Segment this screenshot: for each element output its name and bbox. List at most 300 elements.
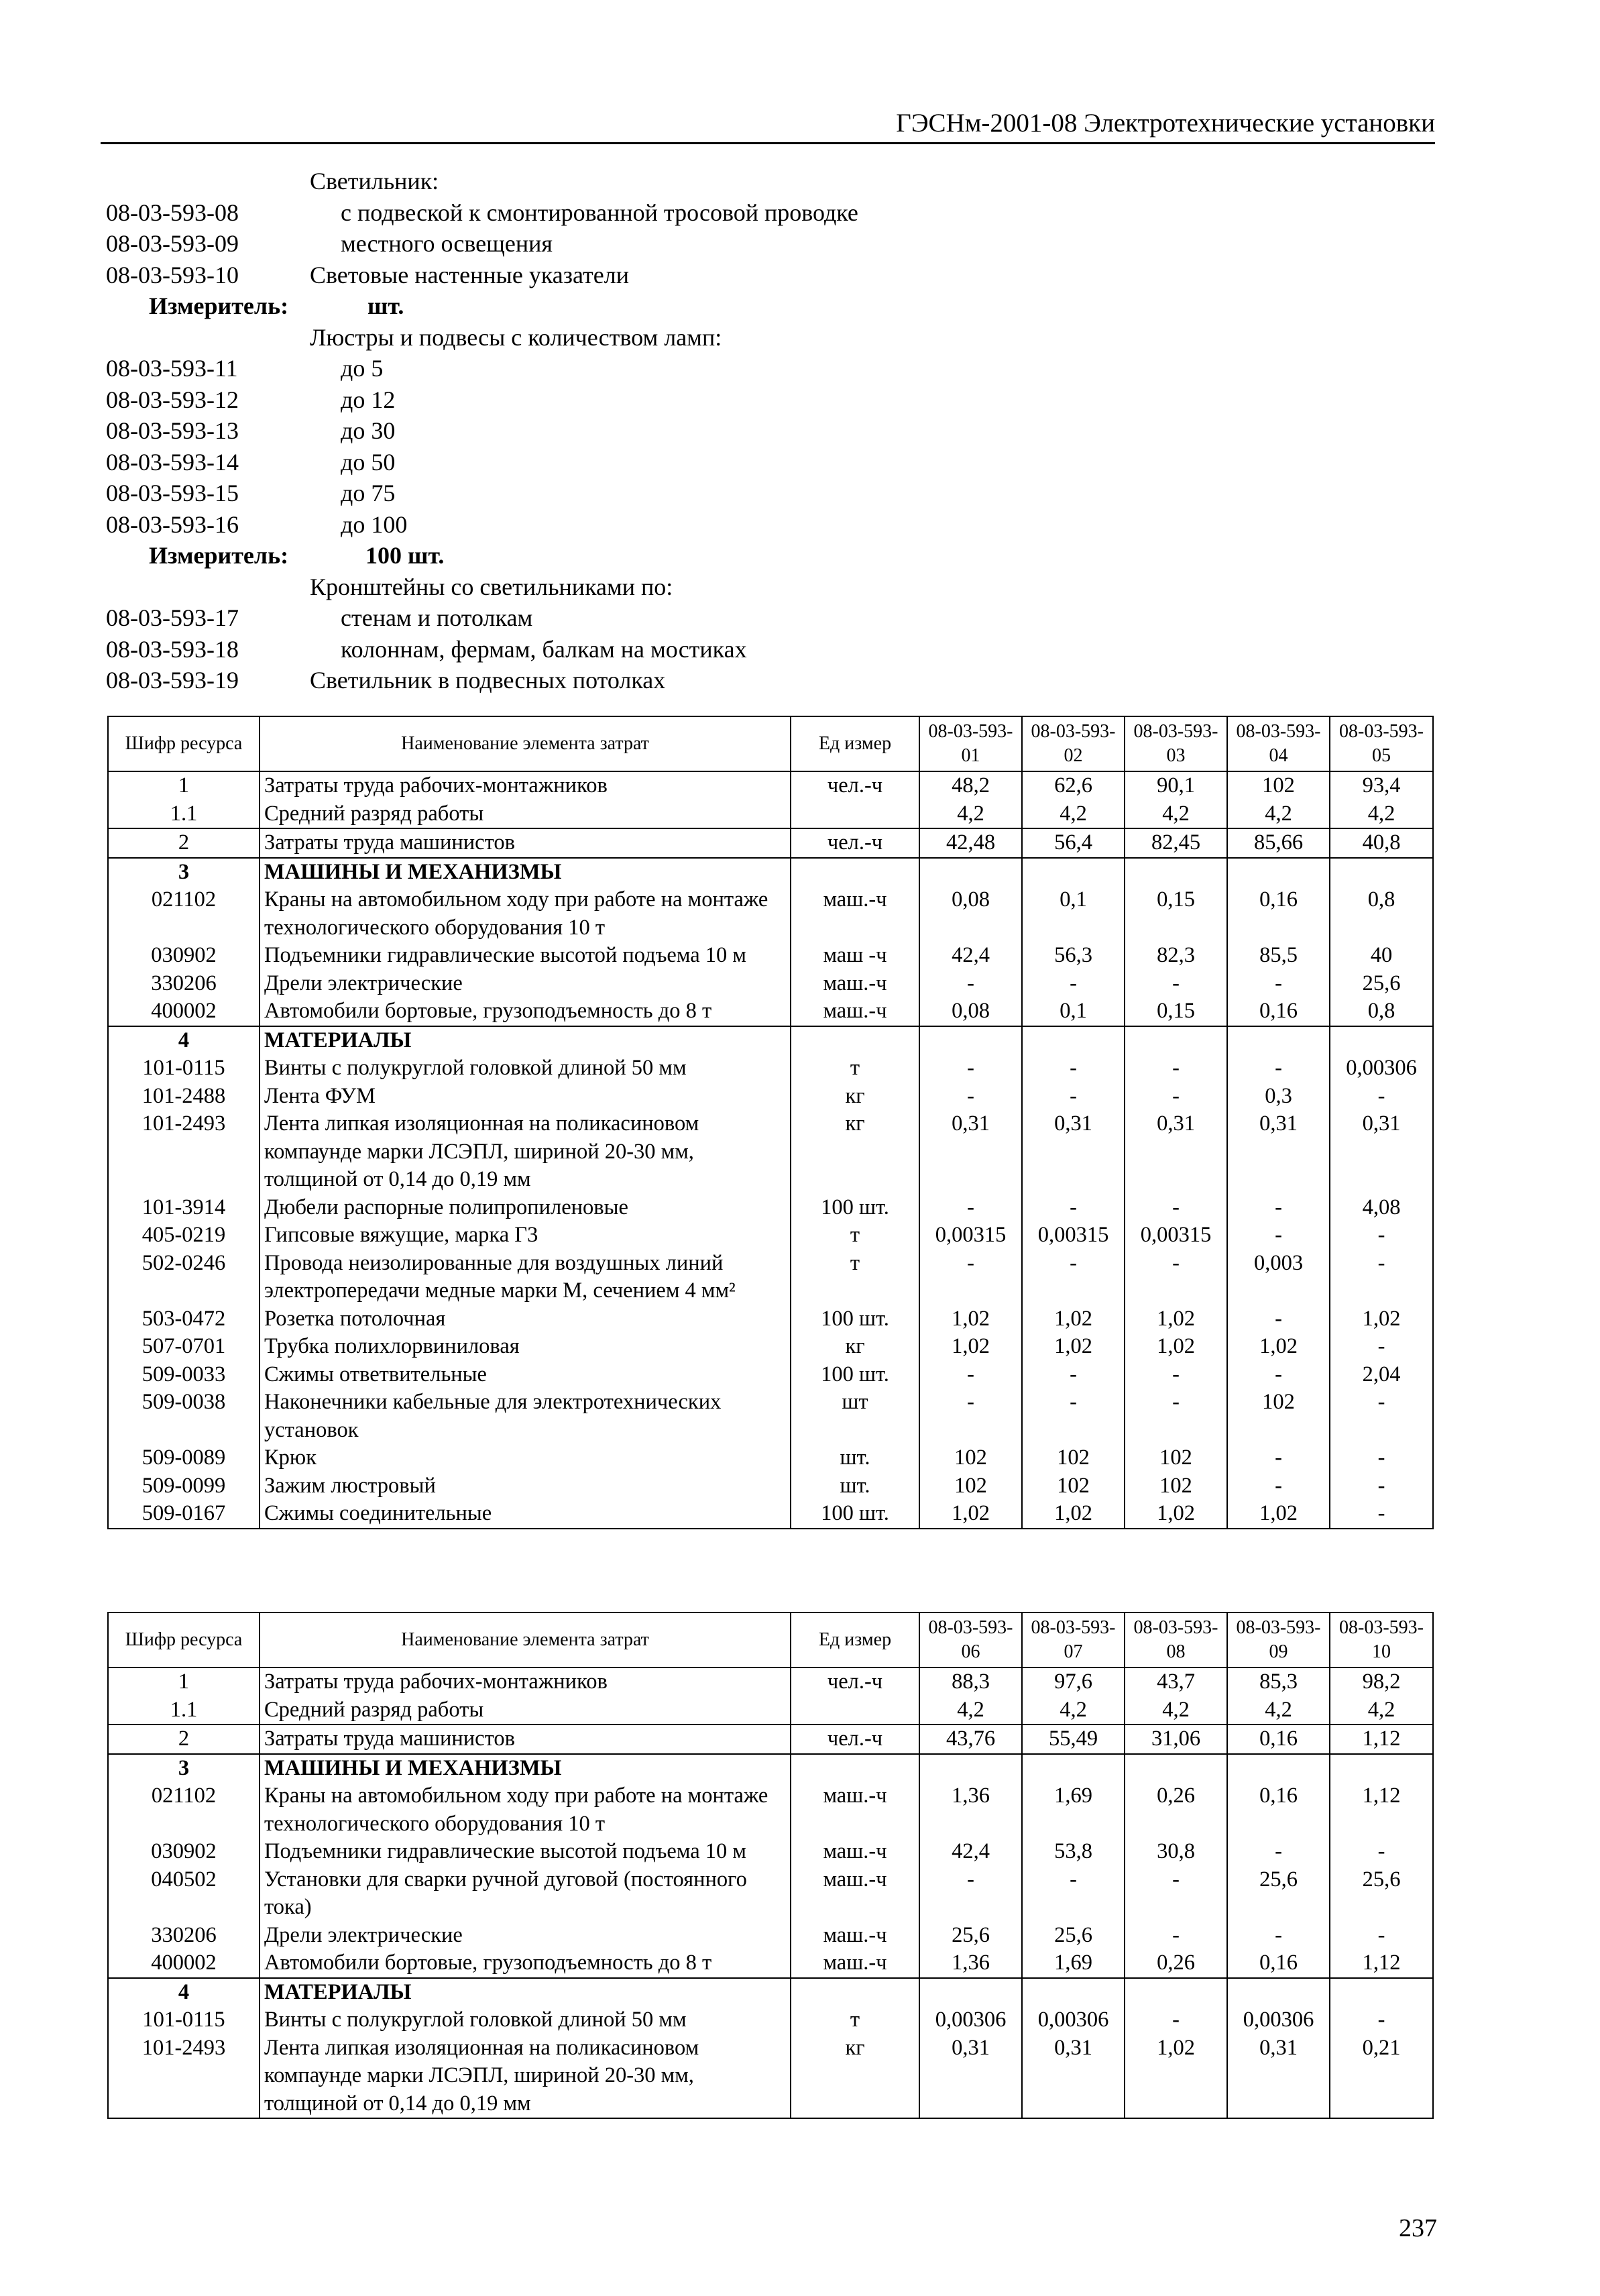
cell-value bbox=[1022, 1978, 1125, 2007]
cell-value: 1,02 bbox=[919, 1333, 1022, 1361]
cell-value: 30,8 bbox=[1125, 1838, 1227, 1866]
cell-unit: маш.-ч bbox=[791, 1922, 919, 1950]
cell-value: 1,36 bbox=[919, 1949, 1022, 1978]
cell-value: - bbox=[919, 1083, 1022, 1111]
cell-value: - bbox=[1125, 1388, 1227, 1444]
cell-value: 0,31 bbox=[1330, 1110, 1433, 1194]
header-unit: Ед измер bbox=[791, 716, 919, 771]
cell-code: 4 bbox=[108, 1978, 260, 2007]
cell-unit: 100 шт. bbox=[791, 1194, 919, 1222]
code-description: Люстры и подвесы с количеством ламп: bbox=[310, 323, 722, 351]
header-unit: Ед измер bbox=[791, 1612, 919, 1668]
code-number: 08-03-593-08 bbox=[106, 199, 239, 226]
cell-name: Винты с полукруглой головкой длиной 50 мм bbox=[260, 1054, 791, 1083]
cell-value: - bbox=[1330, 1388, 1433, 1444]
cell-name: МАШИНЫ И МЕХАНИЗМЫ bbox=[260, 1754, 791, 1783]
code-line bbox=[106, 540, 1414, 571]
header-column-code: 08-03-593-03 bbox=[1125, 716, 1227, 771]
table-row bbox=[108, 1388, 1433, 1444]
cell-value bbox=[1330, 1026, 1433, 1055]
table-row bbox=[108, 1949, 1433, 1978]
header-name: Наименование элемента затрат bbox=[260, 716, 791, 771]
cell-value: 31,06 bbox=[1125, 1725, 1227, 1754]
cell-value: 4,08 bbox=[1330, 1194, 1433, 1222]
cell-value: 0,16 bbox=[1227, 1949, 1330, 1978]
header-code: Шифр ресурса bbox=[108, 716, 260, 771]
cell-value bbox=[1330, 1978, 1433, 2007]
header-column-code: 08-03-593-09 bbox=[1227, 1612, 1330, 1668]
cell-unit bbox=[791, 1978, 919, 2007]
cell-value: 102 bbox=[1125, 1444, 1227, 1472]
code-description: до 75 bbox=[341, 480, 396, 506]
cell-code: 3 bbox=[108, 858, 260, 887]
cell-name: Подъемники гидравлические высотой подъема 10 м bbox=[260, 1838, 791, 1866]
cell-value: - bbox=[1125, 2006, 1227, 2034]
cell-value: 4,2 bbox=[1330, 800, 1433, 829]
cell-name: Краны на автомобильном ходу при работе на монтаже технологического оборудования 10 т bbox=[260, 886, 791, 942]
cell-value: - bbox=[1330, 1444, 1433, 1472]
cell-code: 101-0115 bbox=[108, 1054, 260, 1083]
cell-value: 1,02 bbox=[1125, 1305, 1227, 1333]
cell-code: 400002 bbox=[108, 1949, 260, 1978]
cell-value: 25,6 bbox=[1330, 970, 1433, 998]
cell-value bbox=[1125, 1026, 1227, 1055]
cell-unit: маш.-ч bbox=[791, 970, 919, 998]
cell-value: 102 bbox=[919, 1444, 1022, 1472]
cell-value: 1,02 bbox=[1227, 1500, 1330, 1529]
measure-label: Измеритель: bbox=[149, 542, 289, 569]
cell-code: 509-0167 bbox=[108, 1500, 260, 1529]
cell-value: 40 bbox=[1330, 942, 1433, 970]
cell-value: 56,3 bbox=[1022, 942, 1125, 970]
cell-value: 1,02 bbox=[1022, 1305, 1125, 1333]
code-line bbox=[106, 197, 1414, 229]
cell-value: 1,69 bbox=[1022, 1782, 1125, 1838]
cell-unit: маш.-ч bbox=[791, 1949, 919, 1978]
cell-value: 1,36 bbox=[919, 1782, 1022, 1838]
cell-code: 101-2488 bbox=[108, 1083, 260, 1111]
table-row bbox=[108, 828, 1433, 858]
cell-value: 0,00315 bbox=[1022, 1221, 1125, 1250]
cell-unit: кг bbox=[791, 1333, 919, 1361]
code-number: 08-03-593-10 bbox=[106, 261, 239, 288]
cell-value: 0,8 bbox=[1330, 997, 1433, 1026]
code-line bbox=[106, 478, 1414, 509]
cell-value: 1,02 bbox=[1125, 2034, 1227, 2119]
header-column-code: 08-03-593-08 bbox=[1125, 1612, 1227, 1668]
cell-value bbox=[1125, 1754, 1227, 1783]
cell-value: - bbox=[1330, 1221, 1433, 1250]
code-line bbox=[106, 571, 1414, 603]
cell-name: МАТЕРИАЛЫ bbox=[260, 1026, 791, 1055]
cell-value: 4,2 bbox=[1227, 1696, 1330, 1725]
cell-value: 1,02 bbox=[1022, 1333, 1125, 1361]
table-row bbox=[108, 1026, 1433, 1055]
table-row bbox=[108, 886, 1433, 942]
page-header bbox=[101, 107, 1435, 144]
cell-value: 1,02 bbox=[1330, 1305, 1433, 1333]
cell-value: - bbox=[1330, 1472, 1433, 1500]
cell-value: 102 bbox=[1022, 1444, 1125, 1472]
cell-value: - bbox=[919, 1250, 1022, 1305]
code-description: до 5 bbox=[341, 355, 384, 382]
cell-name: Автомобили бортовые, грузоподъемность до 8 т bbox=[260, 1949, 791, 1978]
cell-value: - bbox=[1022, 1250, 1125, 1305]
cell-value: 102 bbox=[1227, 1388, 1330, 1444]
cell-value bbox=[919, 858, 1022, 887]
cell-name: Лента липкая изоляционная на поликасиновом компаунде марки ЛСЭПЛ, шириной 20-30 мм, толщиной от 0,14 до 0,19 мм bbox=[260, 2034, 791, 2119]
code-line bbox=[106, 322, 1414, 353]
cell-unit: маш.-ч bbox=[791, 1866, 919, 1922]
cell-value: - bbox=[1125, 1866, 1227, 1922]
cell-name: МАТЕРИАЛЫ bbox=[260, 1978, 791, 2007]
cell-value: 0,31 bbox=[1125, 1110, 1227, 1194]
cell-value: 4,2 bbox=[1125, 1696, 1227, 1725]
table-row bbox=[108, 2034, 1433, 2119]
cell-value: - bbox=[1227, 1444, 1330, 1472]
code-number: 08-03-593-17 bbox=[106, 604, 239, 631]
code-line bbox=[106, 665, 1414, 696]
cell-value: - bbox=[919, 1361, 1022, 1389]
code-number: 08-03-593-19 bbox=[106, 667, 239, 694]
header-column-code: 08-03-593-01 bbox=[919, 716, 1022, 771]
cell-value: 0,31 bbox=[1022, 1110, 1125, 1194]
cell-value: 2,04 bbox=[1330, 1361, 1433, 1389]
cell-value bbox=[919, 1978, 1022, 2007]
cell-name: МАШИНЫ И МЕХАНИЗМЫ bbox=[260, 858, 791, 887]
cell-value: 1,12 bbox=[1330, 1725, 1433, 1754]
cell-value: 1,02 bbox=[919, 1305, 1022, 1333]
cell-name: Лента ФУМ bbox=[260, 1083, 791, 1111]
resource-table-2 bbox=[107, 1612, 1434, 2119]
code-description: до 100 bbox=[341, 510, 408, 538]
cell-value: 25,6 bbox=[919, 1922, 1022, 1950]
cell-value: 0,15 bbox=[1125, 886, 1227, 942]
cell-unit: т bbox=[791, 1221, 919, 1250]
cell-name: Дрели электрические bbox=[260, 1922, 791, 1950]
cell-value: 85,5 bbox=[1227, 942, 1330, 970]
cell-value: - bbox=[1125, 1083, 1227, 1111]
cell-value: - bbox=[1125, 1922, 1227, 1950]
cell-name: Затраты труда машинистов bbox=[260, 1725, 791, 1754]
cell-value bbox=[1022, 1026, 1125, 1055]
cell-value: - bbox=[1022, 1194, 1125, 1222]
cell-value: - bbox=[919, 1054, 1022, 1083]
code-line bbox=[106, 415, 1414, 447]
resource-table-1 bbox=[107, 716, 1434, 1529]
cell-value: 4,2 bbox=[1022, 800, 1125, 829]
cell-name: Затраты труда рабочих-монтажников bbox=[260, 1668, 791, 1696]
cell-code: 502-0246 bbox=[108, 1250, 260, 1305]
header-column-code: 08-03-593-10 bbox=[1330, 1612, 1433, 1668]
table-row bbox=[108, 997, 1433, 1026]
cell-value: - bbox=[1022, 970, 1125, 998]
cell-name: Сжимы ответвительные bbox=[260, 1361, 791, 1389]
cell-value: - bbox=[1227, 1922, 1330, 1950]
cell-value: 0,16 bbox=[1227, 1782, 1330, 1838]
page-number: 237 bbox=[1399, 2214, 1437, 2242]
table-row bbox=[108, 1110, 1433, 1194]
table-header-row bbox=[108, 1612, 1433, 1668]
cell-code: 030902 bbox=[108, 1838, 260, 1866]
code-description: стенам и потолкам bbox=[341, 604, 533, 631]
cell-unit bbox=[791, 1754, 919, 1783]
codes-block bbox=[106, 166, 1414, 696]
cell-unit: 100 шт. bbox=[791, 1305, 919, 1333]
cell-value: - bbox=[1125, 1250, 1227, 1305]
table-row bbox=[108, 1668, 1433, 1696]
cell-value: - bbox=[1022, 1083, 1125, 1111]
cell-name: Средний разряд работы bbox=[260, 800, 791, 829]
code-description: колоннам, фермам, балкам на мостиках bbox=[341, 635, 747, 663]
measure-label: Измеритель: bbox=[149, 292, 289, 319]
cell-name: Установки для сварки ручной дуговой (постоянного тока) bbox=[260, 1866, 791, 1922]
cell-name: Затраты труда машинистов bbox=[260, 828, 791, 858]
cell-value: 0,16 bbox=[1227, 997, 1330, 1026]
cell-value: - bbox=[1227, 1194, 1330, 1222]
table-row bbox=[108, 1250, 1433, 1305]
header-name: Наименование элемента затрат bbox=[260, 1612, 791, 1668]
cell-name: Винты с полукруглой головкой длиной 50 мм bbox=[260, 2006, 791, 2034]
cell-value: 0,00315 bbox=[919, 1221, 1022, 1250]
cell-value: 0,00306 bbox=[1227, 2006, 1330, 2034]
table-row bbox=[108, 1361, 1433, 1389]
table-row bbox=[108, 1782, 1433, 1838]
code-line bbox=[106, 634, 1414, 665]
cell-code: 507-0701 bbox=[108, 1333, 260, 1361]
cell-value: 0,00306 bbox=[919, 2006, 1022, 2034]
cell-code: 021102 bbox=[108, 1782, 260, 1838]
cell-value: 0,15 bbox=[1125, 997, 1227, 1026]
cell-value: 0,16 bbox=[1227, 1725, 1330, 1754]
cell-value bbox=[1227, 1754, 1330, 1783]
cell-code: 330206 bbox=[108, 1922, 260, 1950]
cell-value bbox=[919, 1026, 1022, 1055]
cell-code: 405-0219 bbox=[108, 1221, 260, 1250]
table-row bbox=[108, 1500, 1433, 1529]
header-title: ГЭСНм-2001-08 Электротехнические установки bbox=[896, 109, 1435, 138]
code-line bbox=[106, 260, 1414, 291]
cell-value: 40,8 bbox=[1330, 828, 1433, 858]
cell-value: 93,4 bbox=[1330, 771, 1433, 800]
table-row bbox=[108, 1444, 1433, 1472]
cell-value: 102 bbox=[1022, 1472, 1125, 1500]
cell-unit: чел.-ч bbox=[791, 1668, 919, 1696]
cell-unit bbox=[791, 800, 919, 829]
cell-value: 1,02 bbox=[1022, 1500, 1125, 1529]
cell-value bbox=[1022, 1754, 1125, 1783]
measure-value: шт. bbox=[367, 292, 404, 319]
cell-code: 3 bbox=[108, 1754, 260, 1783]
table-header-row bbox=[108, 716, 1433, 771]
cell-unit: 100 шт. bbox=[791, 1500, 919, 1529]
cell-code: 1.1 bbox=[108, 1696, 260, 1725]
table-row bbox=[108, 2006, 1433, 2034]
header-column-code: 08-03-593-04 bbox=[1227, 716, 1330, 771]
code-description: до 50 bbox=[341, 448, 396, 476]
table-row bbox=[108, 1696, 1433, 1725]
code-line bbox=[106, 384, 1414, 416]
cell-name: Зажим люстровый bbox=[260, 1472, 791, 1500]
cell-value: 42,4 bbox=[919, 1838, 1022, 1866]
cell-value: 0,8 bbox=[1330, 886, 1433, 942]
table-row bbox=[108, 1725, 1433, 1754]
cell-value: - bbox=[1330, 1333, 1433, 1361]
cell-unit: чел.-ч bbox=[791, 828, 919, 858]
table-row bbox=[108, 1922, 1433, 1950]
cell-unit: кг bbox=[791, 1083, 919, 1111]
cell-value: 4,2 bbox=[1125, 800, 1227, 829]
cell-code: 1 bbox=[108, 771, 260, 800]
cell-value: 55,49 bbox=[1022, 1725, 1125, 1754]
cell-value: 0,1 bbox=[1022, 997, 1125, 1026]
cell-value bbox=[1227, 1978, 1330, 2007]
cell-name: Дюбели распорные полипропиленовые bbox=[260, 1194, 791, 1222]
cell-unit: т bbox=[791, 2006, 919, 2034]
cell-value: - bbox=[1227, 1221, 1330, 1250]
cell-value: 85,3 bbox=[1227, 1668, 1330, 1696]
code-description: Световые настенные указатели bbox=[310, 261, 629, 288]
cell-value: 0,21 bbox=[1330, 2034, 1433, 2119]
cell-value: 56,4 bbox=[1022, 828, 1125, 858]
cell-name: Наконечники кабельные для электротехнических установок bbox=[260, 1388, 791, 1444]
cell-value: 0,31 bbox=[1022, 2034, 1125, 2119]
table-row bbox=[108, 771, 1433, 800]
cell-value: 1,02 bbox=[1125, 1333, 1227, 1361]
code-description: Светильник в подвесных потолках bbox=[310, 667, 666, 694]
cell-value: 0,16 bbox=[1227, 886, 1330, 942]
cell-value: 1,02 bbox=[1227, 1333, 1330, 1361]
code-number: 08-03-593-16 bbox=[106, 510, 239, 538]
cell-code: 040502 bbox=[108, 1866, 260, 1922]
cell-value: - bbox=[1330, 2006, 1433, 2034]
cell-value: 82,45 bbox=[1125, 828, 1227, 858]
cell-value: - bbox=[1227, 1361, 1330, 1389]
cell-value: - bbox=[1330, 1083, 1433, 1111]
cell-name: Провода неизолированные для воздушных линий электропередачи медные марки М, сечением 4 мм² bbox=[260, 1250, 791, 1305]
cell-value: 4,2 bbox=[919, 800, 1022, 829]
code-line bbox=[106, 447, 1414, 478]
cell-value: - bbox=[1125, 1194, 1227, 1222]
cell-code: 509-0089 bbox=[108, 1444, 260, 1472]
cell-unit: маш.-ч bbox=[791, 886, 919, 942]
cell-code: 509-0099 bbox=[108, 1472, 260, 1500]
table-row bbox=[108, 1305, 1433, 1333]
code-description: Кронштейны со светильниками по: bbox=[310, 573, 673, 600]
cell-value: - bbox=[1022, 1361, 1125, 1389]
cell-code: 509-0033 bbox=[108, 1361, 260, 1389]
measure-value: 100 шт. bbox=[365, 542, 445, 569]
code-description: местного освещения bbox=[341, 230, 553, 257]
code-line bbox=[106, 228, 1414, 260]
table-row bbox=[108, 942, 1433, 970]
cell-unit: т bbox=[791, 1054, 919, 1083]
cell-unit: т bbox=[791, 1250, 919, 1305]
cell-value: 0,00315 bbox=[1125, 1221, 1227, 1250]
cell-value: 25,6 bbox=[1022, 1922, 1125, 1950]
table-row bbox=[108, 1754, 1433, 1783]
code-description: Светильник: bbox=[310, 168, 439, 195]
header-column-code: 08-03-593-02 bbox=[1022, 716, 1125, 771]
cell-code: 509-0038 bbox=[108, 1388, 260, 1444]
cell-name: Краны на автомобильном ходу при работе на монтаже технологического оборудования 10 т bbox=[260, 1782, 791, 1838]
cell-value: 1,12 bbox=[1330, 1949, 1433, 1978]
cell-value: 88,3 bbox=[919, 1668, 1022, 1696]
cell-value: - bbox=[1330, 1500, 1433, 1529]
cell-name: Трубка полихлорвиниловая bbox=[260, 1333, 791, 1361]
cell-value: 102 bbox=[1125, 1472, 1227, 1500]
cell-value: 42,48 bbox=[919, 828, 1022, 858]
cell-value: 0,1 bbox=[1022, 886, 1125, 942]
cell-value bbox=[1330, 858, 1433, 887]
cell-unit bbox=[791, 1696, 919, 1725]
cell-value: 0,31 bbox=[919, 1110, 1022, 1194]
table-row bbox=[108, 800, 1433, 829]
cell-value: - bbox=[1330, 1250, 1433, 1305]
cell-value: 0,26 bbox=[1125, 1782, 1227, 1838]
cell-value: - bbox=[1227, 970, 1330, 998]
cell-value: 0,08 bbox=[919, 886, 1022, 942]
cell-value: - bbox=[919, 970, 1022, 998]
cell-value: 48,2 bbox=[919, 771, 1022, 800]
cell-value: 4,2 bbox=[1022, 1696, 1125, 1725]
cell-name: Гипсовые вяжущие, марка Г3 bbox=[260, 1221, 791, 1250]
code-line bbox=[106, 290, 1414, 322]
table-row bbox=[108, 970, 1433, 998]
cell-value: 0,31 bbox=[1227, 2034, 1330, 2119]
code-line bbox=[106, 166, 1414, 197]
cell-value: - bbox=[1227, 1054, 1330, 1083]
cell-value: 25,6 bbox=[1330, 1866, 1433, 1922]
cell-value: 90,1 bbox=[1125, 771, 1227, 800]
cell-value: 1,69 bbox=[1022, 1949, 1125, 1978]
cell-value: - bbox=[1227, 1472, 1330, 1500]
table-row bbox=[108, 1083, 1433, 1111]
code-line bbox=[106, 353, 1414, 384]
header-code: Шифр ресурса bbox=[108, 1612, 260, 1668]
cell-unit: шт. bbox=[791, 1472, 919, 1500]
cell-name: Автомобили бортовые, грузоподъемность до 8 т bbox=[260, 997, 791, 1026]
code-number: 08-03-593-13 bbox=[106, 417, 239, 444]
cell-value: - bbox=[919, 1194, 1022, 1222]
cell-value: 98,2 bbox=[1330, 1668, 1433, 1696]
cell-unit: шт. bbox=[791, 1444, 919, 1472]
cell-code: 330206 bbox=[108, 970, 260, 998]
cell-name: Средний разряд работы bbox=[260, 1696, 791, 1725]
cell-value: 62,6 bbox=[1022, 771, 1125, 800]
code-number: 08-03-593-12 bbox=[106, 386, 239, 413]
cell-value: - bbox=[1125, 1361, 1227, 1389]
cell-name: Розетка потолочная bbox=[260, 1305, 791, 1333]
cell-value: 43,76 bbox=[919, 1725, 1022, 1754]
cell-name: Сжимы соединительные bbox=[260, 1500, 791, 1529]
cell-value: - bbox=[1227, 1305, 1330, 1333]
cell-code: 030902 bbox=[108, 942, 260, 970]
cell-unit: маш.-ч bbox=[791, 1838, 919, 1866]
cell-unit bbox=[791, 858, 919, 887]
cell-code: 1 bbox=[108, 1668, 260, 1696]
cell-code: 2 bbox=[108, 828, 260, 858]
cell-unit: маш -ч bbox=[791, 942, 919, 970]
cell-unit: маш.-ч bbox=[791, 1782, 919, 1838]
cell-code: 4 bbox=[108, 1026, 260, 1055]
cell-value: 4,2 bbox=[919, 1696, 1022, 1725]
cell-value: 25,6 bbox=[1227, 1866, 1330, 1922]
header-column-code: 08-03-593-05 bbox=[1330, 716, 1433, 771]
code-number: 08-03-593-14 bbox=[106, 448, 239, 476]
code-line bbox=[106, 509, 1414, 541]
cell-value: - bbox=[919, 1866, 1022, 1922]
